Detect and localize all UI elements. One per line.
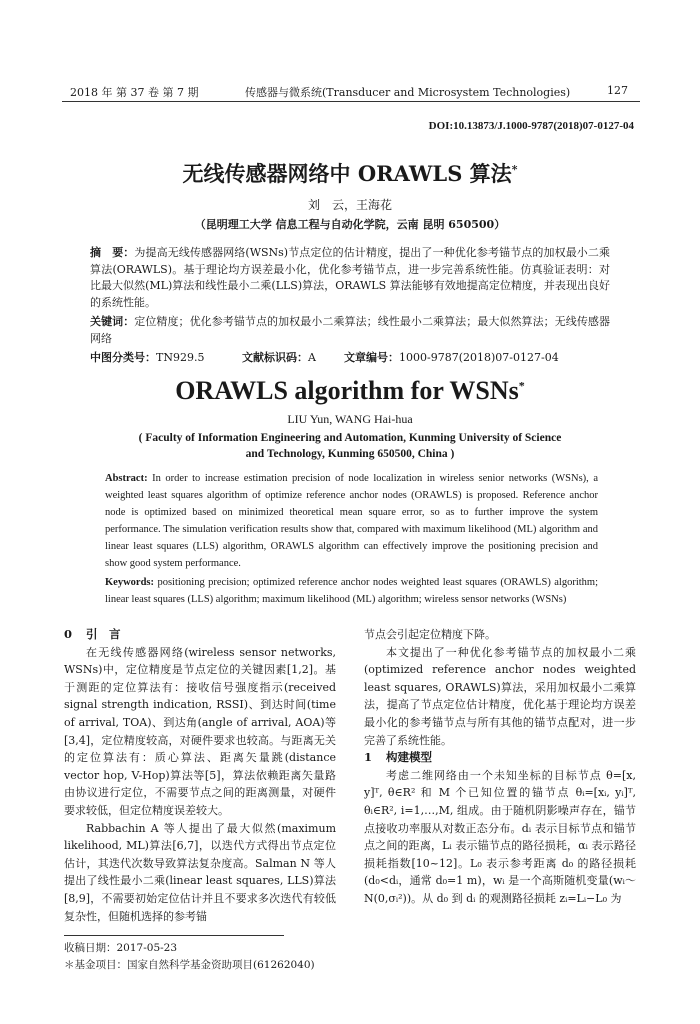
intro-paragraph-3: 本文提出了一种优化参考锚节点的加权最小二乘(optimized reference anchor nodes weighted least squares, ORAWLS)算法，采用加权最小二乘算法，提高了节点定位估计精度，优化基于理论均方误差最小化的参考锚节点与所有其他的锚节点配对，进一步完善了系统性能。 (364, 645, 636, 747)
cn-keywords (90, 314, 610, 347)
cn-title (0, 158, 700, 188)
en-title-mark: * (518, 378, 525, 393)
model-paragraph: 考虑二维网络由一个未知坐标的目标节点 θ=[x, y]ᵀ, θ∈R² 和 M 个已知位置的锚节点 θᵢ=[xᵢ, yᵢ]ᵀ, θᵢ∈R², i=1,…,M, 组成。由于随机阴影噪声存在，锚节点接收功率服从对数正态分布。dᵢ 表示目标节点和锚节点之间的距离，Lᵢ 表示锚节点的路径损耗，αᵢ 表示路径损耗指数[10~12]。L₀ 表示参考距离 d₀ 的路径损耗(d₀<dᵢ，通常 d₀=1 m)，wᵢ 是一个高斯随机变量(wᵢ～N(0,σᵢ²))。从 d₀ 到 dᵢ 的观测路径损耗 zᵢ=Lᵢ−L₀ 为 (364, 768, 636, 905)
clc-value: TN929.5 (156, 351, 205, 364)
en-authors: LIU Yun, WANG Hai-hua (287, 412, 413, 426)
journal-name: 传感器与微系统(Transducer and Microsystem Technologies) (245, 86, 571, 99)
en-affiliation-line-1: ( Faculty of Information Engineering and Automation, Kunming University of Science (138, 432, 562, 444)
cn-authors: 刘 云，王海花 (307, 198, 392, 212)
intro-paragraph-2: Rabbachin A 等人提出了最大似然(maximum likelihood, ML)算法[6,7]，以迭代方式得出节点定位估计，其迭代次数导致算法复杂度高。Salman N 等人提出了线性最小二乘(linear least squares, LLS)算法[8,9]，不需要初始定位估计并且不要求多次迭代有较低复杂性，但随机选择的参考锚 (64, 821, 336, 923)
cn-abstract-label: 摘 要： (90, 246, 135, 259)
section-1-heading (364, 749, 636, 767)
en-abstract-text: In order to increase estimation precision of node localization in wireless senior networks (WSNs), a weighted least squares algorithm of optimize reference anchor nodes (ORAWLS) is proposed. Reference anchor node is optimized based on minimized theoretical mean square error, so as to further improve the system performance. The simulation verification results show that, compared with maximum likelihood (ML) algorithm and linear least squares (LLS) algorithm, ORAWLS algorithm can effectively improve the positioning precision and show good system performance. (105, 473, 598, 569)
journal-issue: 2018 年 第 37 卷 第 7 期 (70, 86, 199, 99)
doc-code-label: 文献标识码： (242, 351, 308, 364)
en-affiliation (0, 430, 700, 462)
cn-title-mark: * (511, 163, 518, 176)
en-keywords-label: Keywords: (105, 577, 154, 588)
left-column (64, 626, 336, 925)
received-date: 收稿日期：2017-05-23 (64, 942, 178, 954)
doc-code-value: A (308, 351, 316, 364)
section-1-number: 1 (364, 750, 373, 765)
clc-number (90, 349, 204, 365)
cn-abstract (90, 245, 610, 311)
cn-keywords-label: 关键词： (90, 315, 135, 328)
intro-paragraph-1: 在无线传感器网络(wireless sensor networks, WSNs)中，定位精度是节点定位的关键因素[1,2]。基于测距的定位算法有：接收信号强度指示(received signal strength indication, RSSI)、到达时间(time of arrival, TOA)、到达角(angle of arrival, AOA)等[3,4]，定位精度较高，对硬件要求也较高。与距离无关的定位算法有：质心算法、距离矢量跳(distance vector hop, V-Hop)算法等[5]，算法依赖距离矢量路由协议进行定位，不需要节点之间的距离测量，对硬件要求较低，但定位精度误差较大。 (64, 645, 336, 817)
en-title (0, 376, 700, 406)
section-0-number: 0 (64, 627, 73, 641)
clc-label: 中图分类号： (90, 351, 156, 364)
cn-title-text: 无线传感器网络中 ORAWLS 算法 (182, 161, 512, 186)
section-0-title: 引 言 (86, 627, 121, 641)
en-abstract-label: Abstract: (105, 473, 148, 484)
doi: DOI:10.13873/J.1000-9787(2018)07-0127-04 (428, 120, 634, 132)
header-rule (62, 101, 640, 102)
page-number: 127 (607, 84, 628, 97)
doc-code (242, 349, 316, 365)
en-abstract (105, 470, 598, 572)
intro-paragraph-2-cont: 节点会引起定位精度下降。 (364, 628, 496, 641)
cn-abstract-text: 为提高无线传感器网络(WSNs)节点定位的估计精度，提出了一种优化参考锚节点的加权最小二乘算法(ORAWLS)。基于理论均方误差最小化，优化参考锚节点，进一步完善系统性能。仿真验证表明：对比最大似然(ML)算法和线性最小二乘(LLS)算法，ORAWLS 算法能够有效地提高定位精度，并表现出良好的系统性能。 (90, 246, 610, 309)
article-no-value: 1000-9787(2018)07-0127-04 (399, 351, 559, 364)
en-keywords-text: positioning precision; optimized reference anchor nodes weighted least squares (ORAWLS) algorithm; linear least squares (LLS) algorithm; maximum likelihood (ML) algorithm; wireless sensor networks (WSNs) (105, 577, 598, 605)
fund-note: ＊基金项目：国家自然科学基金资助项目(61262040) (64, 959, 315, 971)
en-keywords (105, 574, 598, 608)
en-affiliation-line-2: and Technology, Kunming 650500, China ) (245, 448, 455, 460)
right-column (364, 626, 636, 908)
en-title-text: ORAWLS algorithm for WSNs (175, 376, 519, 405)
footnote-rule (64, 935, 284, 936)
article-number (344, 349, 559, 365)
cn-affiliation: （昆明理工大学 信息工程与自动化学院，云南 昆明 650500） (194, 218, 506, 231)
section-1-title: 构建模型 (386, 750, 433, 765)
cn-keywords-text: 定位精度；优化参考锚节点的加权最小二乘算法；线性最小二乘算法；最大似然算法；无线传感器网络 (90, 315, 611, 345)
section-0-heading (64, 626, 336, 644)
article-no-label: 文章编号： (344, 351, 399, 364)
